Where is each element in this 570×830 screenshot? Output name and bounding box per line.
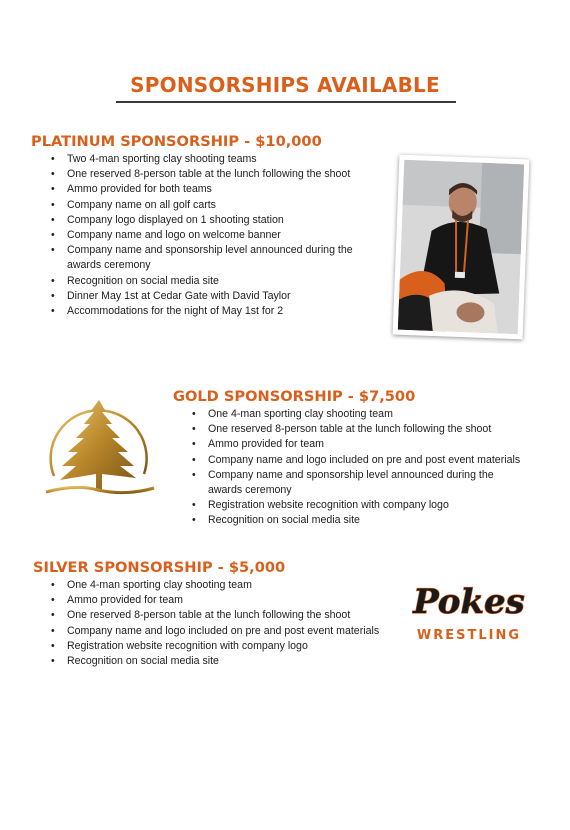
page-title: SPONSORSHIPS AVAILABLE [130, 73, 440, 97]
wrestling-subtext: WRESTLING [416, 628, 522, 643]
list-item: • Company name and logo on welcome banner [48, 228, 378, 243]
list-item: • Ammo provided for team [48, 593, 408, 608]
list-item: • Recognition on social media site [189, 513, 529, 528]
list-item: • Company name and sponsorship level announced during the awards ceremony [189, 468, 529, 498]
list-item: • Company name and sponsorship level announced during the awards ceremony [48, 243, 378, 273]
list-item: • Ammo provided for team [189, 437, 529, 452]
list-item: • Company name and logo included on pre and post event materials [48, 624, 408, 639]
list-item: • Company name on all golf carts [48, 198, 378, 213]
list-item: • Registration website recognition with company logo [189, 498, 529, 513]
platinum-benefits-list [48, 152, 378, 319]
silver-benefits-list [48, 578, 408, 669]
tree-logo [36, 394, 161, 504]
coach-photo-image [398, 160, 524, 334]
title-underline [116, 101, 456, 103]
list-item: • One 4-man sporting clay shooting team [48, 578, 408, 593]
list-item: • Company name and logo included on pre and post event materials [189, 453, 529, 468]
list-item: • Recognition on social media site [48, 654, 408, 669]
coach-photo [393, 155, 530, 340]
pokes-wrestling-logo [412, 575, 527, 645]
list-item: • One reserved 8-person table at the lunch following the shoot [48, 167, 378, 182]
list-item: • One reserved 8-person table at the lunch following the shoot [48, 608, 408, 623]
gold-heading: GOLD SPONSORSHIP - $7,500 [173, 388, 416, 405]
list-item: • Recognition on social media site [48, 274, 378, 289]
list-item: • Company logo displayed on 1 shooting station [48, 213, 378, 228]
list-item: • Ammo provided for both teams [48, 182, 378, 197]
list-item: • One 4-man sporting clay shooting team [189, 407, 529, 422]
pokes-wordmark: Pokes [413, 582, 525, 622]
list-item: • Accommodations for the night of May 1st for 2 [48, 304, 378, 319]
gold-benefits-list [189, 407, 529, 529]
silver-heading: SILVER SPONSORSHIP - $5,000 [33, 559, 286, 576]
platinum-heading: PLATINUM SPONSORSHIP - $10,000 [31, 133, 322, 150]
list-item: • Dinner May 1st at Cedar Gate with David Taylor [48, 289, 378, 304]
list-item: • Registration website recognition with company logo [48, 639, 408, 654]
list-item: • Two 4-man sporting clay shooting teams [48, 152, 378, 167]
list-item: • One reserved 8-person table at the lunch following the shoot [189, 422, 529, 437]
